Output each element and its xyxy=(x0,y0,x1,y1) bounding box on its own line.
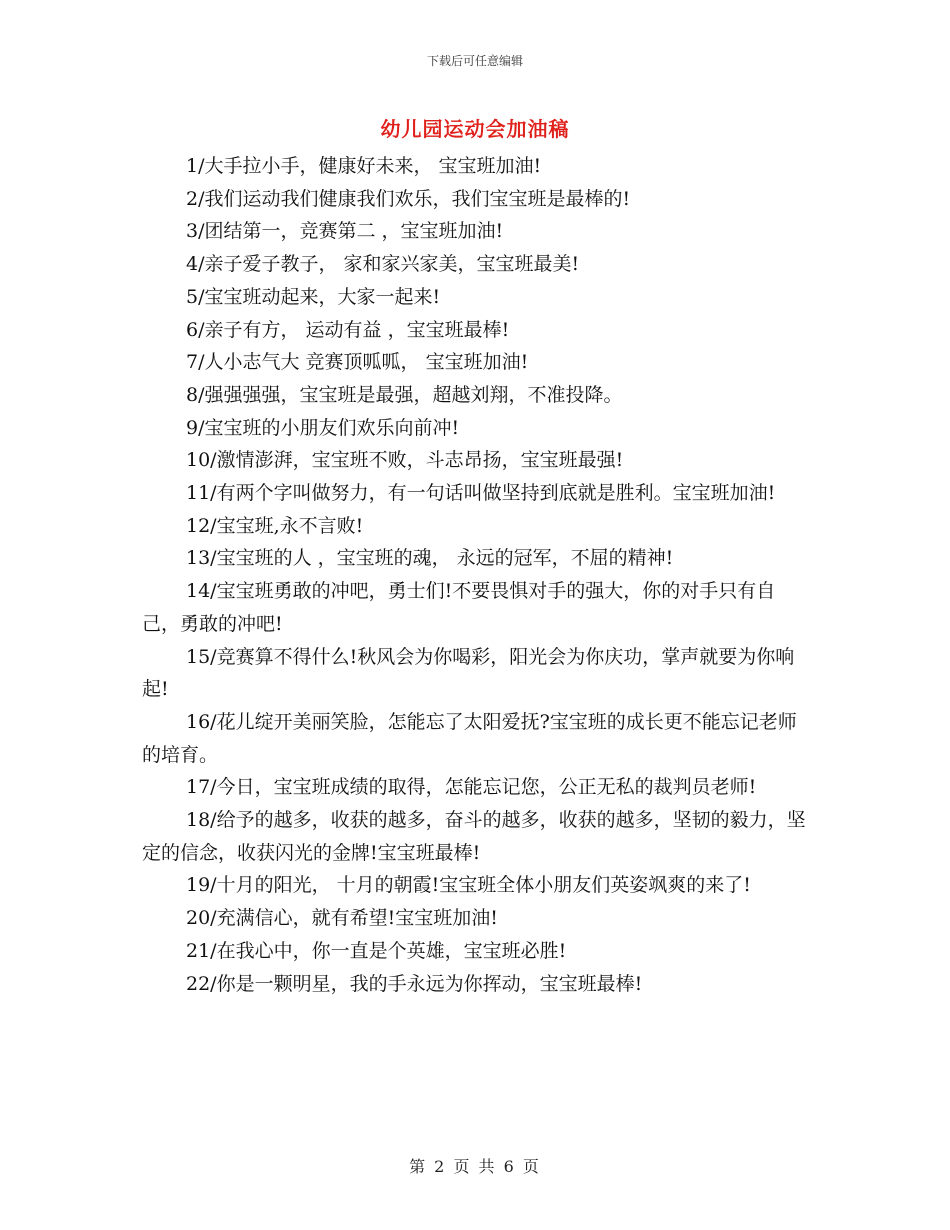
cheer-line-7: 7/人小志气大 竞赛顶呱呱， 宝宝班加油! xyxy=(186,351,529,374)
page-header: 下载后可任意编辑 xyxy=(426,54,523,68)
cheer-line-10: 10/激情澎湃，宝宝班不败，斗志昂扬，宝宝班最强! xyxy=(186,449,624,472)
cheer-line-17: 17/今日，宝宝班成绩的取得，怎能忘记您，公正无私的裁判员老师! xyxy=(186,776,757,799)
cheer-line-4: 4/亲子爱子教子， 家和家兴家美，宝宝班最美! xyxy=(186,253,580,276)
cheer-line-22: 22/你是一颗明星，我的手永远为你挥动，宝宝班最棒! xyxy=(186,972,643,995)
cheer-line-14: 14/宝宝班勇敢的冲吧，勇士们!不要畏惧对手的强大，你的对手只有自己，勇敢的冲吧! xyxy=(142,580,776,635)
document-title: 幼儿园运动会加油稿 xyxy=(380,117,570,141)
cheer-line-6: 6/亲子有方， 运动有益 ，宝宝班最棒! xyxy=(186,318,510,341)
cheer-line-15: 15/竞赛算不得什么!秋风会为你喝彩，阳光会为你庆功，掌声就要为你响起! xyxy=(142,645,795,701)
cheer-line-21: 21/在我心中，你一直是个英雄，宝宝班必胜! xyxy=(186,939,567,962)
cheer-line-1: 1/大手拉小手，健康好未来， 宝宝班加油! xyxy=(186,155,542,177)
cheer-line-11: 11/有两个字叫做努力，有一句话叫做坚持到底就是胜利。宝宝班加油! xyxy=(186,482,776,505)
cheer-line-13: 13/宝宝班的人 ，宝宝班的魂， 永远的冠军，不屈的精神! xyxy=(186,547,674,570)
cheer-line-18: 18/给予的越多，收获的越多，奋斗的越多，收获的越多，坚韧的毅力，坚定的信念，收获闪光的金牌!宝宝班最棒! xyxy=(142,809,806,864)
cheer-line-19: 19/十月的阳光， 十月的朝霞!宝宝班全体小朋友们英姿飒爽的来了! xyxy=(186,874,751,897)
cheer-line-16: 16/花儿绽开美丽笑脸，怎能忘了太阳爱抚?宝宝班的成长更不能忘记老师的培育。 xyxy=(142,710,797,766)
cheer-line-2: 2/我们运动我们健康我们欢乐，我们宝宝班是最棒的! xyxy=(186,187,631,210)
cheer-line-8: 8/强强强强，宝宝班是最强，超越刘翔，不准投降。 xyxy=(186,383,623,406)
cheer-line-9: 9/宝宝班的小朋友们欢乐向前冲! xyxy=(186,416,460,439)
cheer-line-5: 5/宝宝班动起来，大家一起来! xyxy=(186,285,441,308)
page-number-footer: 第 2 页 共 6 页 xyxy=(409,1157,541,1176)
cheer-line-20: 20/充满信心，就有希望!宝宝班加油! xyxy=(186,907,498,930)
cheer-line-12: 12/宝宝班,永不言败! xyxy=(186,514,364,537)
document-body xyxy=(142,150,808,1000)
cheer-line-3: 3/团结第一，竞赛第二 ，宝宝班加油! xyxy=(186,220,504,243)
